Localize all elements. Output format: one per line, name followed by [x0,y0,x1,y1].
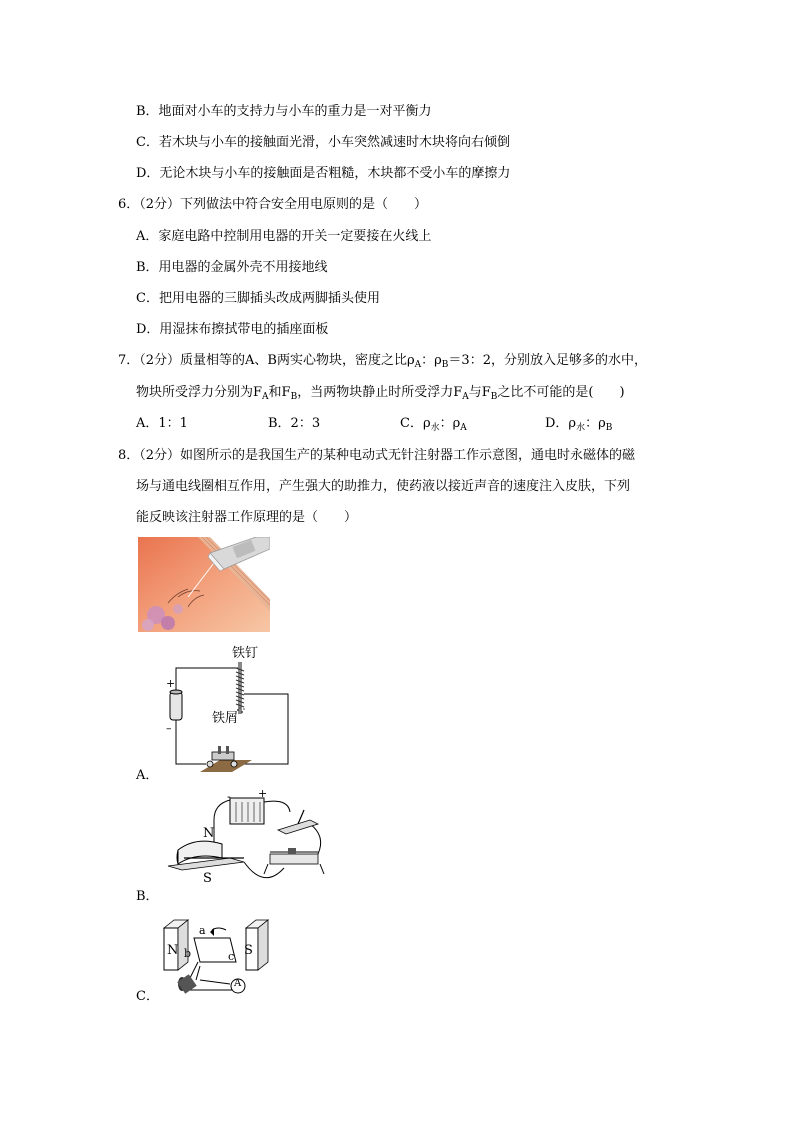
figure-a-minus: – [166,722,172,735]
figure-a-filings-label: 铁屑 [212,711,239,726]
figure-b-motor-effect [160,788,330,893]
figure-c-ammeter-label: A [234,978,242,989]
injector-illustration [138,537,270,632]
figure-b-minus: - [227,790,231,803]
q6-option-a: A．家庭电路中控制用电器的开关一定要接在火线上 [136,229,432,244]
q7-stem-line1: 7．（2分）质量相等的A、B两实心物块，密度之比$\rho_A$：$\rho_B=3$：2，分别放入足够多的水中， [118,353,647,370]
figure-a-plus: + [166,677,176,690]
q8-stem-line1: 8．（2分）如图所示的是我国生产的某种电动式无针注射器工作示意图，通电时永磁体的磁 [118,448,636,463]
figure-b-n-label: N [203,826,215,841]
q6-option-c: C．把用电器的三脚插头改成两脚插头使用 [136,291,380,306]
q7-option-b: B．2：3 [268,416,321,431]
q7-stem-line2: 物块所受浮力分别为$F_A$和$F_B$，当两物块静止时所受浮力$F_A$与$F_B$之比不可能的是( ) [136,385,625,402]
q6-option-b: B．用电器的金属外壳不用接地线 [136,260,328,275]
q8-stem-line3: 能反映该注射器工作原理的是（ ） [136,510,358,525]
q8-stem-line2: 场与通电线圈相互作用，产生强大的助推力，使药液以接近声音的速度注入皮肤，下列 [136,479,631,494]
figure-c-option-label: C． [136,989,159,1004]
q7-option-d: D．$\rho_水$：$\rho_B$ [545,416,613,433]
figure-a-nail-label: 铁钉 [232,646,259,661]
q5-option-b: B．地面对小车的支持力与小车的重力是一对平衡力 [136,104,432,119]
q6-option-d: D．用湿抹布擦拭带电的插座面板 [136,322,329,337]
figure-b-option-label: B． [136,889,159,904]
figure-c-induction [160,918,270,1003]
q7-option-a: A．1：1 [136,416,188,431]
figure-a-option-label: A． [136,768,159,783]
figure-c-c-label: c [228,950,235,963]
figure-b-s-label: S [203,871,212,886]
q5-option-d: D．无论木块与小车的接触面是否粗糙，木块都不受小车的摩擦力 [136,166,511,181]
figure-c-s-label: S [244,943,253,958]
q6-stem: 6．（2分）下列做法中符合安全用电原则的是（ ） [118,197,428,212]
figure-c-a-label: a [199,924,206,937]
figure-b-plus: + [258,787,268,800]
figure-c-n-label: N [167,943,179,958]
q7-option-c: C．$\rho_水$：$\rho_A$ [400,416,467,433]
figure-c-b-label: b [184,947,192,960]
q5-option-c: C．若木块与小车的接触面光滑，小车突然减速时木块将向右倾倒 [136,135,510,150]
